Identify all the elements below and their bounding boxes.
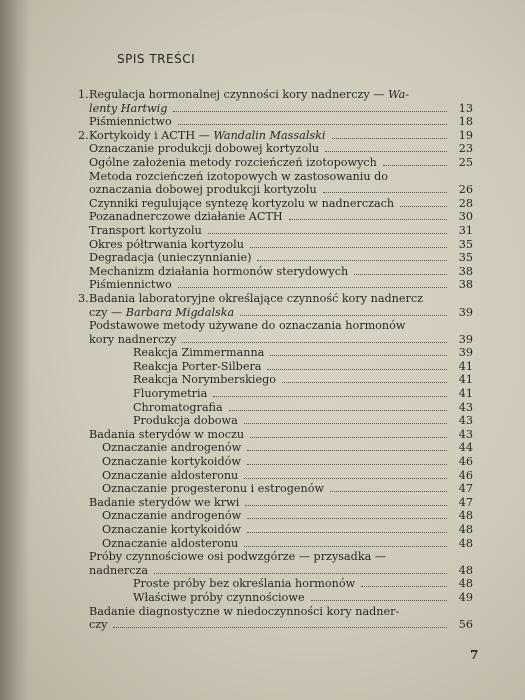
toc-entry-page: 39 [458,305,473,319]
toc-entry-author: Barbara Migdalska [125,305,235,319]
toc-entry-page: 43 [458,414,473,428]
dot-leader [154,573,447,574]
dot-leader [240,315,447,316]
toc-entry-title: Badania laboratoryjne określające czynność kory nadnercz [89,291,423,305]
dot-leader [213,396,447,397]
toc-entry [78,183,473,197]
toc-entry-title: Reakcja Norymberskiego [133,373,277,387]
toc-entry-page: 48 [458,509,473,523]
toc-entry-page: 48 [458,523,473,536]
toc-entry-page: 30 [458,210,473,224]
toc-entry [78,550,473,564]
toc-entry-title: Proste próby bez określania hormonów [133,577,356,591]
toc-entry [78,129,473,143]
toc-entry-title: Piśmiennictwo [89,278,172,292]
dot-leader [244,423,447,424]
toc-entry-page: 39 [458,346,473,360]
toc-entry-page: 48 [458,563,473,577]
toc-entry-title: Oznaczanie androgenów [102,509,242,523]
toc-entry-title: Metoda rozcieńczeń izotopowych w zastosowaniu do [89,169,388,183]
page-title: SPIS TREŚCI [117,52,196,66]
toc-entry-page: 48 [458,536,473,550]
toc-entry-page: 35 [458,251,473,265]
toc-entry [78,469,473,483]
dot-leader [182,342,447,343]
dot-leader [208,233,447,234]
toc-entry-page: 31 [458,223,473,237]
toc-entry [78,401,473,415]
toc-entry [78,523,473,537]
toc-entry-title: Oznaczanie aldosteronu [102,536,239,550]
toc-entry-title: Chromatografia [133,400,223,414]
dot-leader [332,138,448,139]
toc-entry-title: czy — [89,305,126,319]
toc-entry-title: Ogólne założenia metody rozcieńczeń izotopowych [89,155,377,169]
toc-entry [78,455,473,469]
toc-entry [78,88,473,102]
toc-entry-page: 47 [458,482,473,496]
dot-leader [400,206,447,207]
toc-entry-page: 25 [458,155,473,169]
dot-leader [247,464,447,465]
toc-entry [78,373,473,387]
toc-entry [78,319,473,333]
toc-entry [78,605,473,619]
toc-entry-page: 41 [458,359,473,373]
toc-entry [78,496,473,510]
toc-entry-number: 2. [78,128,89,142]
dot-leader [311,600,447,601]
toc-entry [78,333,473,347]
toc-entry-page: 46 [458,468,473,482]
toc-entry-title: czy [89,618,108,632]
toc-entry [78,292,473,306]
page-number: 7 [470,648,479,662]
toc-entry-title: Mechanizm działania hormonów sterydowych [89,264,349,278]
toc-entry-title: Oznaczanie progesteronu i estrogenów [102,482,325,496]
toc-entry-number: 3. [78,291,89,305]
toc-entry-author: Wa- [388,88,410,101]
toc-entry-page: 44 [458,441,473,455]
toc-entry-title: Degradacja (unieczynnianie) [89,251,252,265]
toc-entry-title: Oznaczanie kortykoidów [102,455,241,469]
toc-entry-page: 35 [458,237,473,251]
toc-entry-title: Transport kortyzolu [89,223,202,237]
toc-entry [78,346,473,360]
toc-entry-page: 38 [458,264,473,278]
toc-entry-page: 56 [458,618,473,632]
toc-entry [78,265,473,279]
toc-entry [78,414,473,428]
toc-entry-title: Oznaczanie produkcji dobowej kortyzolu [89,142,320,156]
toc-entry-title: Właściwe próby czynnościowe [133,590,305,604]
toc-entry-title: Czynniki regulujące syntezę kortyzolu w nadnerczach [89,196,395,210]
toc-entry-title: Reakcja Zimmermanna [133,346,265,360]
toc-entry [78,387,473,401]
toc-entry-title: Badanie diagnostyczne w niedoczynności kory nadner- [89,604,400,618]
toc-entry-page: 39 [458,332,473,346]
toc-entry-page: 43 [458,427,473,441]
toc-entry [78,238,473,252]
toc-entry-title: Kortykoidy i ACTH — [89,128,214,142]
toc-entry-page: 28 [458,196,473,210]
toc-entry-title: oznaczania dobowej produkcji kortyzolu [89,183,317,197]
toc-entry [78,142,473,156]
dot-leader [289,219,447,220]
toc-entry-page: 13 [458,101,473,115]
dot-leader [250,247,447,248]
toc-entry-page: 18 [458,115,473,129]
toc-entry-title: Fluorymetria [133,387,208,401]
dot-leader [247,532,447,533]
toc-entry-title: Okres półtrwania kortyzolu [89,237,244,251]
toc-entry [78,441,473,455]
toc-entry-title: Oznaczanie aldosteronu [102,468,239,482]
dot-leader [282,382,447,383]
toc-entry-title: Badania sterydów w moczu [89,427,245,441]
dot-leader [247,450,447,451]
dot-leader [178,287,447,288]
toc-entry-page: 48 [458,577,473,591]
dot-leader [257,260,447,261]
toc-entry-title: Reakcja Porter-Silbera [133,359,262,373]
dot-leader [247,518,447,519]
toc-entry [78,428,473,442]
toc-entry [78,618,473,632]
toc-entry-page: 43 [458,400,473,414]
toc-entry-title: Badanie sterydów we krwi [89,495,240,509]
toc-entry [78,156,473,170]
toc-entry [78,102,473,116]
toc-entry-title: nadnercza [89,563,149,577]
dot-leader [354,274,447,275]
toc-entry-title: Próby czynnościowe osi podwzgórze — przysadka — [89,550,387,564]
dot-leader [270,355,447,356]
toc-entry-title: Oznaczanie kortykoidów [102,523,241,536]
dot-leader [383,165,447,166]
toc-entry [78,509,473,523]
toc-entry-page: 41 [458,387,473,401]
toc-entry-page: 26 [458,183,473,197]
dot-leader [267,369,447,370]
dot-leader [113,627,447,628]
toc-entry-page: 38 [458,278,473,292]
toc-entry-page: 46 [458,455,473,469]
toc-entry [78,591,473,605]
toc-entry-title: kory nadnerczy [89,332,177,346]
dot-leader [325,151,447,152]
toc-entry [78,306,473,320]
toc-entry-number: 1. [78,88,89,101]
toc-entry-author: lenty Hartwig [89,101,168,115]
toc-entry [78,197,473,211]
toc-entry-page: 47 [458,495,473,509]
toc-entry-page: 23 [458,142,473,156]
dot-leader [244,478,447,479]
toc-entry [78,564,473,578]
toc-entry [78,210,473,224]
dot-leader [250,437,447,438]
toc-entry [78,577,473,591]
dot-leader [361,586,447,587]
toc-entry-title: Oznaczanie androgenów [102,441,242,455]
dot-leader [323,192,447,193]
toc-entry [78,278,473,292]
toc-entry-page: 19 [458,128,473,142]
toc-entry [78,482,473,496]
dot-leader [173,111,447,112]
toc-entry-title: Piśmiennictwo [89,115,172,129]
dot-leader [245,505,447,506]
toc-entry-title: Pozanadnerczowe działanie ACTH [89,210,283,224]
dot-leader [178,124,447,125]
dot-leader [330,491,447,492]
toc-entry [78,537,473,551]
toc-entry-page: 41 [458,373,473,387]
toc-entry-page: 49 [458,590,473,604]
dot-leader [229,410,447,411]
toc-entry-title: Regulacja hormonalnej czynności kory nadnerczy — [89,88,389,101]
table-of-contents [78,88,473,632]
toc-entry [78,170,473,184]
toc-entry [78,224,473,238]
dot-leader [244,546,447,547]
toc-entry-title: Produkcja dobowa [133,414,238,428]
toc-entry-title: Podstawowe metody używane do oznaczania hormonów [89,319,406,333]
book-spine-shadow [0,0,30,700]
toc-entry [78,360,473,374]
toc-entry-author: Wandalin Massalski [213,128,326,142]
toc-entry [78,115,473,129]
toc-entry [78,251,473,265]
